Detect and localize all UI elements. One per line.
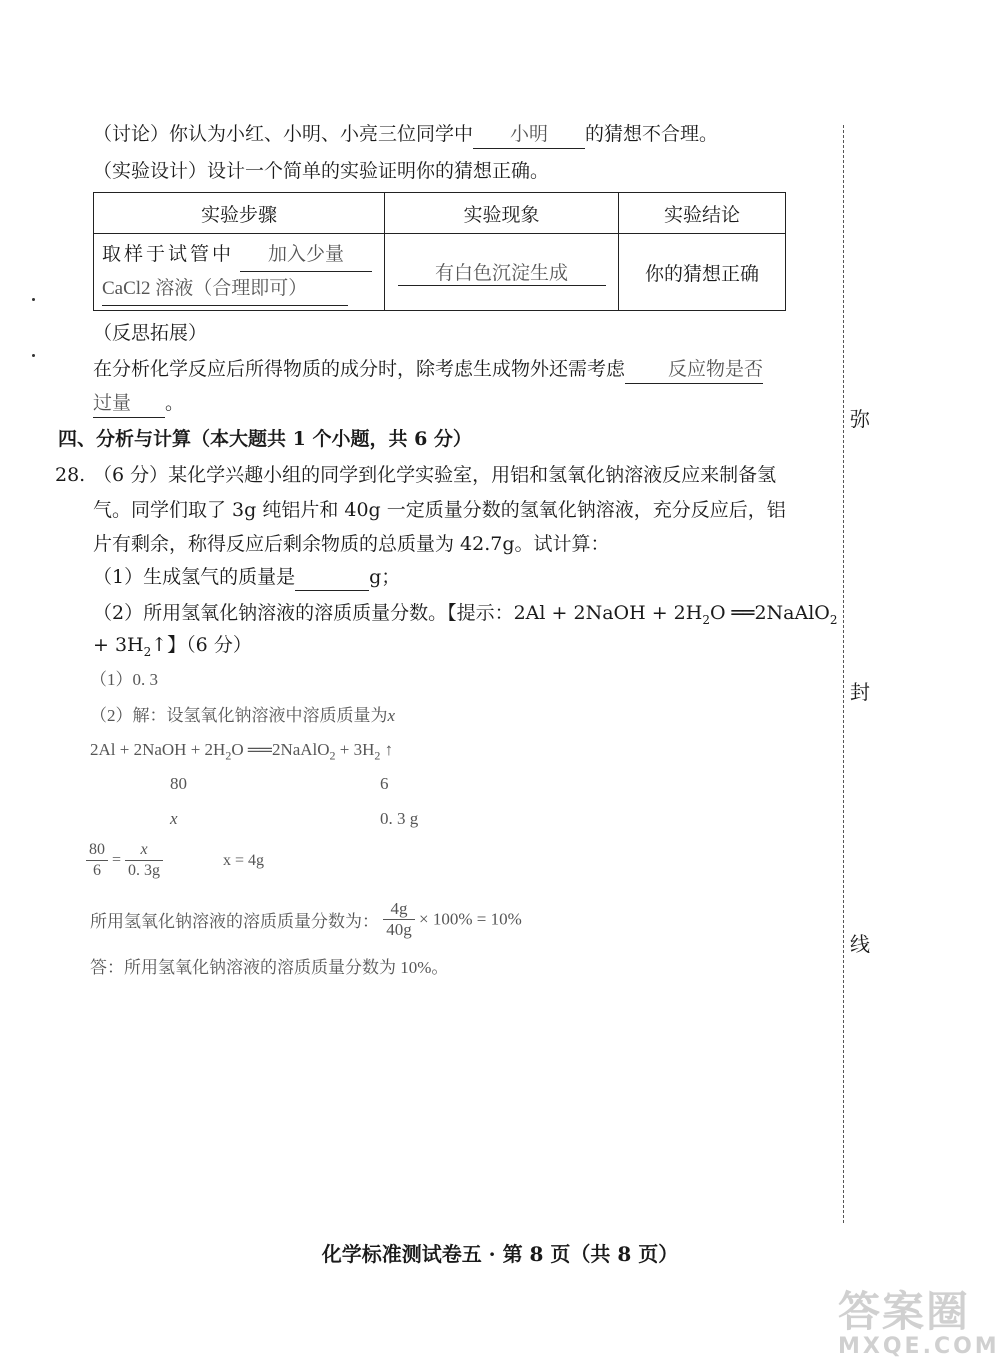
design-intro: （实验设计）设计一个简单的实验证明你的猜想正确。 bbox=[93, 160, 550, 182]
fraction-4g-40g: $\frac{4g}{40g}$ bbox=[383, 899, 415, 940]
table-header-steps: 实验步骤 bbox=[94, 193, 385, 234]
side-mark-xian: 线 bbox=[850, 932, 870, 956]
reflection-text: 在分析化学反应后所得物质的成分时，除考虑生成物外还需考虑 bbox=[93, 358, 626, 380]
q28-line1: （6 分）某化学兴趣小组的同学到化学实验室，用铝和氢氧化钠溶液反应来制备氢 bbox=[93, 464, 777, 486]
reflection-line1 bbox=[93, 356, 763, 384]
q28-sub2: （2）所用氢氧化钠溶液的溶质质量分数。【提示：2Al + 2NaOH + $2H_2O$ ══2NaAlO$_2$ bbox=[93, 602, 838, 627]
proportion-equation: $\frac{80}{6}$ = $\frac{x}{0. 3g}$ x = 4g bbox=[86, 840, 264, 881]
solution-ans1: （1）0. 3 bbox=[90, 670, 158, 689]
q28-sub1-blank bbox=[295, 564, 369, 591]
solution-equation: 2Al + 2NaOH + $2H_2O$ ══2NaAlO$_2$ + $3H_2$ ↑ bbox=[90, 740, 394, 763]
q28-sub1: （1）生成氢气的质量是 g； bbox=[93, 564, 400, 591]
reflection-end: 。 bbox=[165, 392, 185, 414]
step-answer-line1: 加入少量 bbox=[240, 239, 372, 272]
x-result: x = 4g bbox=[223, 851, 265, 869]
discussion-answer: 小明 bbox=[510, 124, 549, 145]
percent-line: 所用氢氧化钠溶液的溶质质量分数为： $\frac{4g}{40g}$ × 100% = 10% bbox=[90, 899, 522, 939]
discussion-line bbox=[93, 121, 718, 149]
page-footer: 化学标准测试卷五 · 第 8 页（共 8 页） bbox=[321, 1242, 679, 1266]
table-cell-steps bbox=[94, 234, 385, 311]
unknown-x: x bbox=[170, 809, 178, 828]
step-prefix: 取样于试管中 bbox=[102, 243, 235, 265]
table-header-conclusion: 实验结论 bbox=[619, 193, 786, 234]
section-4-heading: 四、分析与计算（本大题共 1 个小题，共 6 分） bbox=[58, 428, 472, 450]
phenomenon-answer: 有白色沉淀生成 bbox=[398, 258, 606, 286]
solution-ans2-intro: （2）解：设氢氧化钠溶液中溶质质量为x bbox=[90, 706, 396, 725]
q28-line2: 气。同学们取了 3g 纯铝片和 40g 一定质量分数的氢氧化钠溶液，充分反应后，铝 bbox=[93, 499, 786, 521]
side-mark-mi: 弥 bbox=[850, 407, 870, 431]
side-mark-feng: 封 bbox=[850, 680, 870, 704]
h2-mass: 0. 3 g bbox=[380, 809, 419, 828]
table-cell-conclusion: 你的猜想正确 bbox=[619, 234, 786, 311]
ratio-h2: 6 bbox=[380, 774, 389, 793]
reflection-answer-part2: 过量 bbox=[93, 391, 165, 418]
watermark-logo: 答案圈 MXQE.COM bbox=[838, 1287, 1000, 1359]
discussion-text-end: 的猜想不合理。 bbox=[585, 123, 719, 145]
fraction-x-03g: $\frac{x}{0. 3g}$ bbox=[125, 840, 163, 881]
discussion-text: （讨论）你认为小红、小明、小亮三位同学中 bbox=[93, 123, 474, 145]
margin-dot bbox=[32, 298, 35, 301]
q28-number: 28. bbox=[55, 464, 86, 486]
table-header-row bbox=[94, 193, 786, 234]
table-cell-phenomenon bbox=[385, 234, 619, 311]
q28-line3: 片有剩余，称得反应后剩余物质的总质量为 42.7g。试计算： bbox=[93, 533, 610, 555]
experiment-table bbox=[93, 192, 786, 311]
q28-sub2-line2: + $3H_2↑$】（6 分） bbox=[93, 634, 252, 659]
table-header-phenomenon: 实验现象 bbox=[385, 193, 619, 234]
reflection-line2 bbox=[93, 390, 184, 418]
fraction-80-6: $\frac{80}{6}$ bbox=[86, 840, 108, 881]
step-answer-line2: CaCl2 溶液（合理即可） bbox=[102, 273, 348, 306]
margin-dot bbox=[32, 354, 35, 357]
final-answer: 答：所用氢氧化钠溶液的溶质质量分数为 10%。 bbox=[90, 958, 449, 977]
reflection-heading: （反思拓展） bbox=[93, 322, 208, 344]
binding-dashed-line bbox=[843, 125, 844, 1223]
table-row bbox=[94, 234, 786, 311]
reflection-answer-part1: 反应物是否 bbox=[625, 357, 763, 384]
ratio-naoh: 80 bbox=[170, 774, 187, 793]
discussion-answer-blank bbox=[473, 122, 585, 149]
